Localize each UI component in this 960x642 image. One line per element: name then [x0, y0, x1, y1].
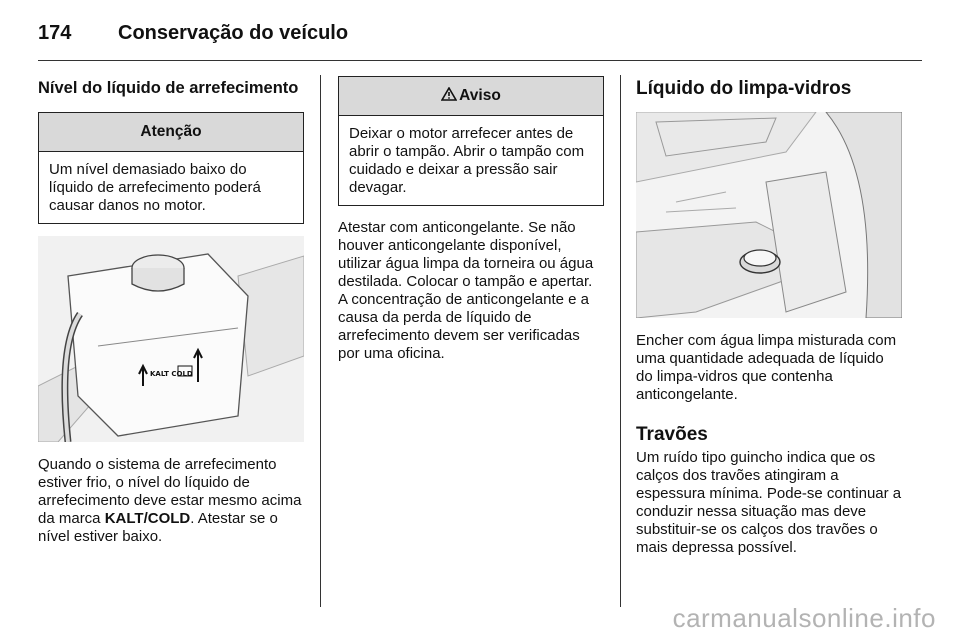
column-divider-2 — [620, 75, 621, 607]
warning-triangle-icon — [441, 87, 457, 101]
column-divider-1 — [320, 75, 321, 607]
header-divider — [38, 60, 922, 61]
page-number: 174 — [38, 21, 72, 44]
notice-box — [38, 112, 304, 224]
warning-box — [338, 76, 604, 206]
brakes-section-title: Travões — [636, 424, 708, 445]
notice-title: Atenção — [39, 113, 303, 152]
washer-section-title: Líquido do limpa-vidros — [636, 78, 852, 99]
coolant-reservoir-illustration — [38, 236, 304, 442]
column-warning — [338, 76, 604, 363]
warning-text: Deixar o motor arrefecer antes de abrir o tampão. Abrir o tampão com cuidado e deixar a pressão sair devagar. — [349, 125, 585, 196]
kalt-cold-label: KALT/COLD — [104, 510, 191, 527]
coolant-section-title: Nível do líquido de arrefecimento — [38, 79, 299, 97]
washer-text: Encher com água limpa misturada com uma quantidade adequada de líquido do limpa-vidros que contenha anticongelante. — [636, 332, 897, 403]
warning-title: Aviso — [459, 87, 501, 104]
warning-header — [339, 77, 603, 116]
page-title: Conservação do veículo — [118, 21, 349, 44]
page-header — [38, 18, 348, 48]
antifreeze-text: Atestar com anticongelante. Se não houver anticongelante disponível, utilizar água limpa da torneira ou água destilada. Colocar o tampão e apertar. A concentração de anticongelante e a causa da perda de líquido de arrefecimento devem ser verificadas por uma oficina. — [338, 219, 594, 362]
washer-reservoir-figure — [636, 112, 902, 318]
kalt-cold-marking: KALT COLD — [150, 370, 193, 378]
coolant-reservoir-figure — [38, 236, 304, 442]
brakes-text: Um ruído tipo guincho indica que os calços dos travões atingiram a espessura mínima. Pode-se continuar a conduzir nessa situação mas deve substituir-se os calços dos travões o mais depressa possível. — [636, 449, 902, 556]
column-washer-brakes — [636, 76, 904, 557]
column-coolant — [38, 76, 304, 546]
washer-reservoir-illustration — [636, 112, 902, 318]
coolant-check-text: Quando o sistema de arrefecimento estiver frio, o nível do líquido de arrefecimento deve estar mesmo acima da marca KALT/COLD. Atestar se o nível estiver baixo. — [38, 456, 302, 545]
watermark: carmanualsonline.info — [672, 603, 936, 633]
notice-text: Um nível demasiado baixo do líquido de arrefecimento poderá causar danos no motor. — [49, 161, 261, 214]
